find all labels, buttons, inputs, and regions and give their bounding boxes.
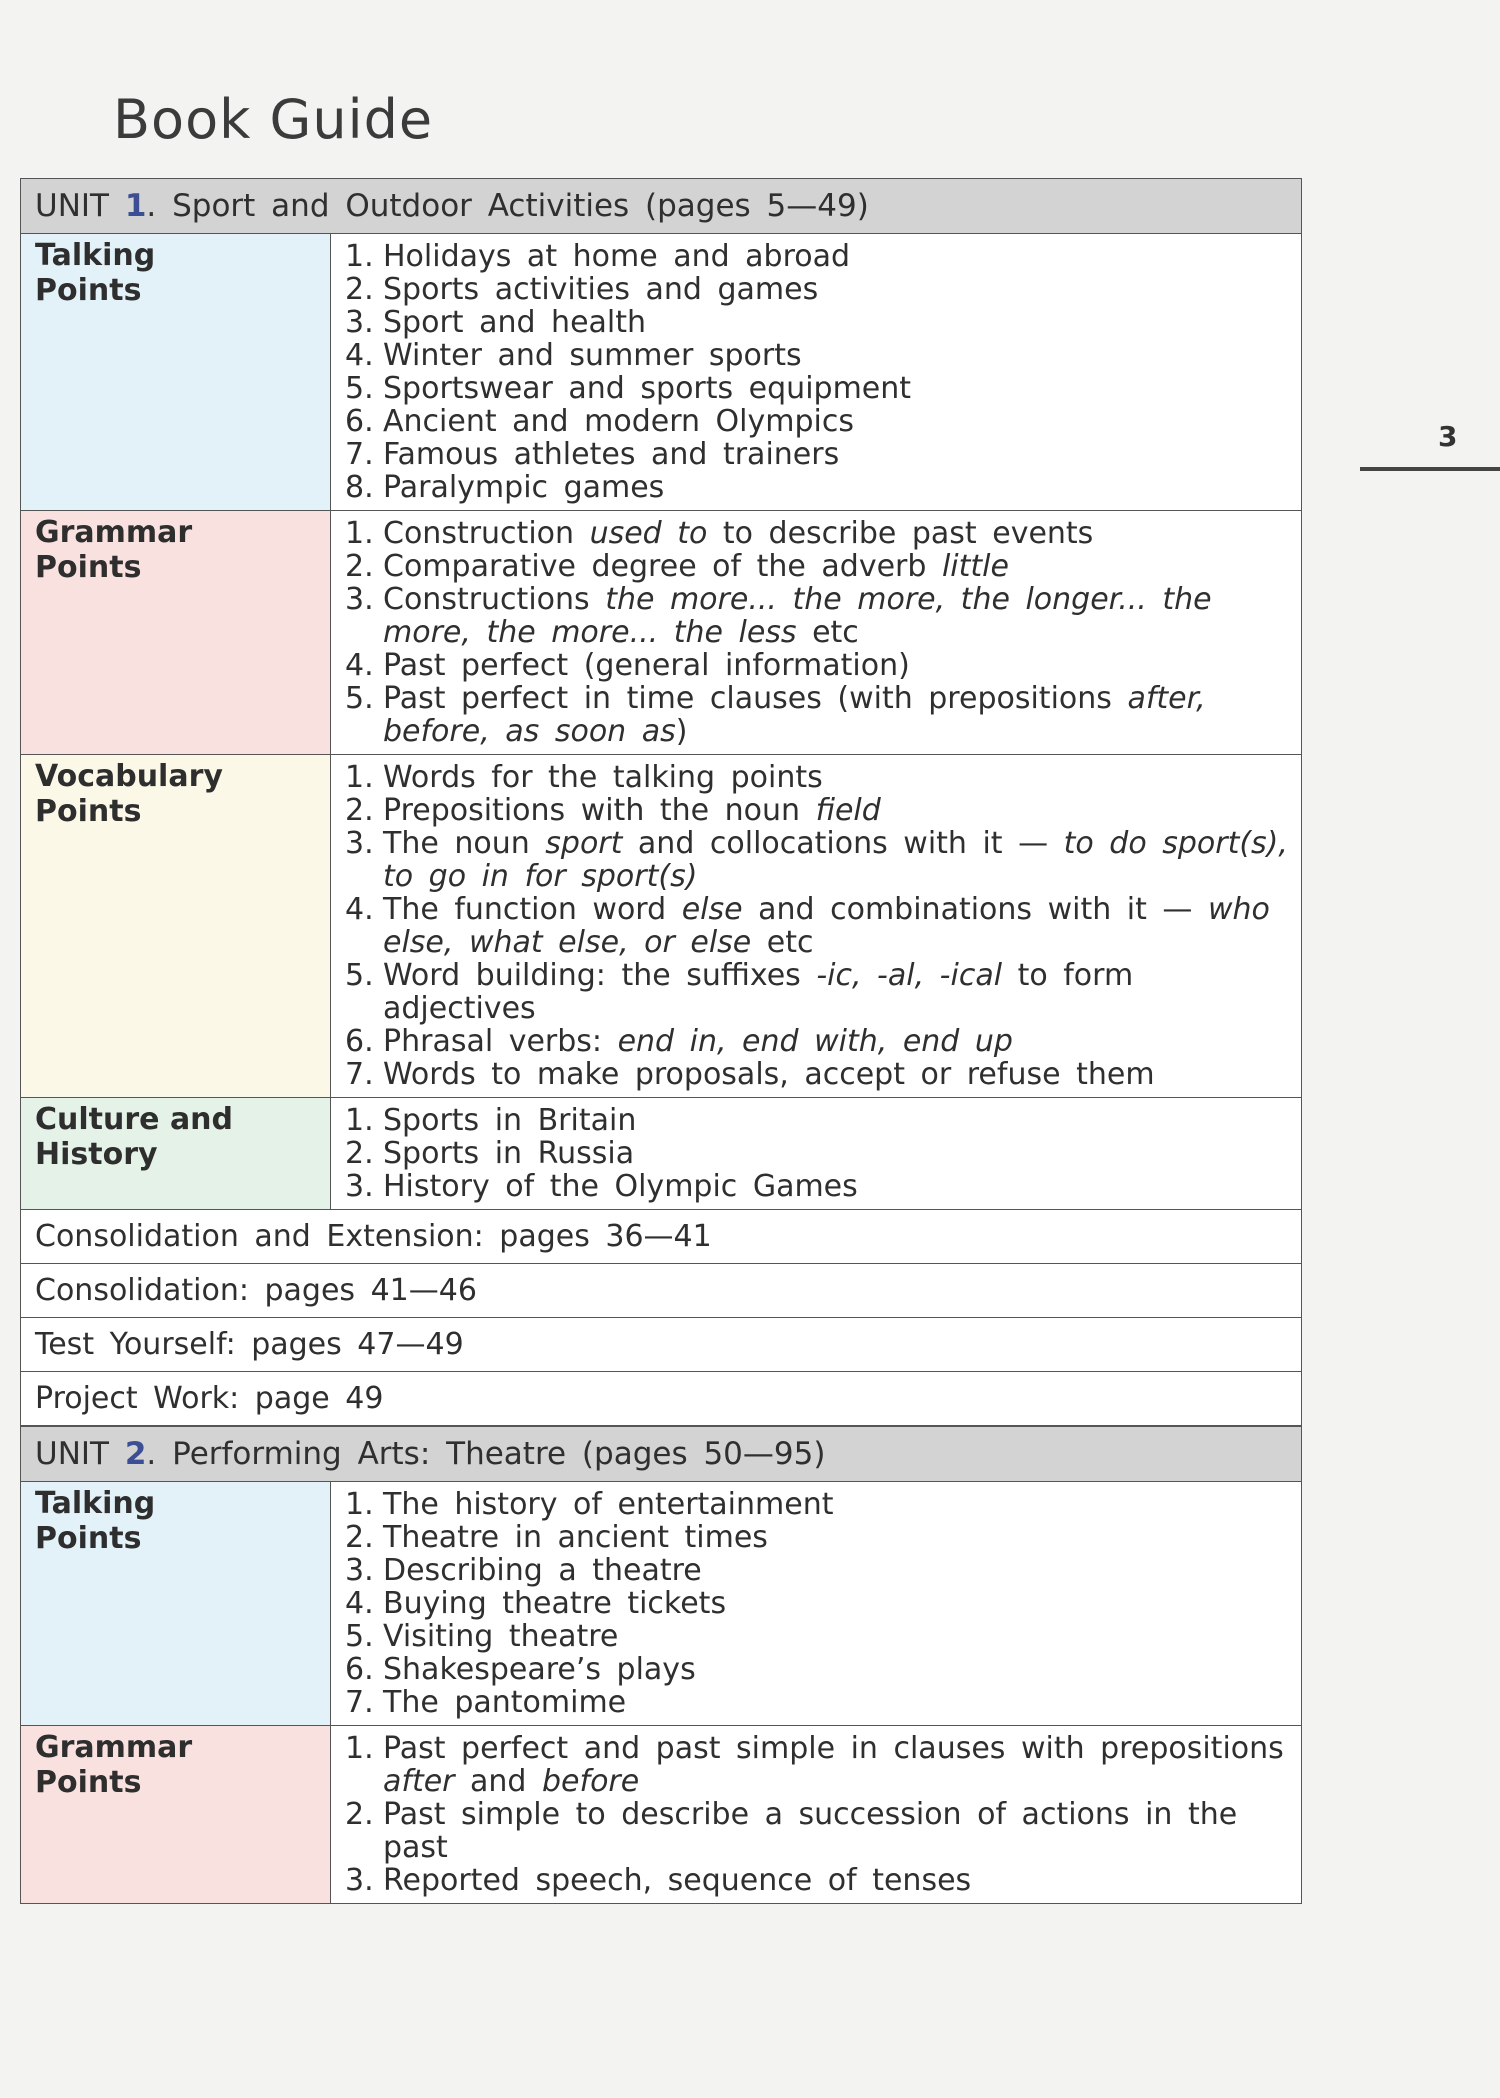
item-text	[383, 682, 1301, 748]
unit-number: 2	[124, 1436, 147, 1472]
item-text	[383, 1521, 833, 1554]
item-text	[383, 306, 911, 339]
list-item	[345, 372, 911, 405]
text-segment: The history of entertainment	[383, 1487, 834, 1522]
item-number: 1.	[345, 516, 374, 551]
text-segment: and collocations with it —	[622, 826, 1064, 861]
item-text	[383, 1587, 833, 1620]
page-number: 3	[1438, 420, 1458, 453]
list-item	[345, 959, 1301, 1025]
list-item	[345, 1653, 833, 1686]
text-segment: Prepositions with the noun	[383, 793, 816, 828]
text-segment: History of the Olympic Games	[383, 1169, 858, 1204]
text-segment: Phrasal verbs:	[383, 1024, 618, 1059]
unit-title: . Performing Arts: Theatre (pages 50—95)	[146, 1436, 826, 1472]
item-text	[383, 1137, 858, 1170]
item-number: 7.	[345, 1685, 374, 1720]
list-item	[345, 306, 911, 339]
list-item	[345, 240, 911, 273]
text-segment: etc	[796, 615, 859, 650]
list-item	[345, 517, 1301, 550]
list-item	[345, 1170, 858, 1203]
item-text	[383, 1732, 1301, 1798]
text-segment: and combinations with it —	[742, 892, 1208, 927]
item-text	[383, 1653, 833, 1686]
item-text	[383, 1686, 833, 1719]
text-segment: Word building: the suffixes	[383, 958, 817, 993]
item-text	[383, 550, 1301, 583]
section-row	[21, 234, 1301, 511]
text-segment: Buying theatre tickets	[383, 1586, 727, 1621]
item-text	[383, 471, 911, 504]
item-number: 1.	[345, 239, 374, 274]
section-label: Grammar Points	[21, 1726, 331, 1903]
unit-label: UNIT	[35, 1436, 125, 1472]
section-label: Culture and History	[21, 1098, 331, 1209]
item-number: 6.	[345, 404, 374, 439]
text-segment: to form adjectives	[383, 958, 1134, 1026]
item-number: 4.	[345, 648, 374, 683]
unit-block	[20, 178, 1302, 1426]
item-number: 1.	[345, 760, 374, 795]
text-segment: Construction	[383, 516, 590, 551]
item-number: 5.	[345, 1619, 374, 1654]
italic-term: sport	[545, 826, 623, 861]
item-text	[383, 1058, 1301, 1091]
item-number: 5.	[345, 371, 374, 406]
italic-term: used to	[589, 516, 708, 551]
list-item	[345, 1686, 833, 1719]
text-segment: Visiting theatre	[383, 1619, 619, 1654]
unit-header	[21, 179, 1301, 234]
text-segment: Theatre in ancient times	[383, 1520, 768, 1555]
item-text	[383, 1620, 833, 1653]
item-number: 7.	[345, 1057, 374, 1092]
italic-term: -ic, -al, -ical	[816, 958, 1003, 993]
item-number: 2.	[345, 549, 374, 584]
text-segment: Comparative degree of the adverb	[383, 549, 942, 584]
section-label: Vocabulary Points	[21, 755, 331, 1097]
item-text	[383, 405, 911, 438]
text-segment: Famous athletes and trainers	[383, 437, 840, 472]
section-items	[331, 234, 911, 510]
item-text	[383, 827, 1301, 893]
item-number: 2.	[345, 1136, 374, 1171]
section-row	[21, 755, 1301, 1098]
text-segment: Past perfect (general information)	[383, 648, 910, 683]
item-number: 2.	[345, 1797, 374, 1832]
item-text	[383, 794, 1301, 827]
item-text	[383, 1798, 1301, 1864]
unit-number: 1	[124, 188, 147, 224]
item-number: 7.	[345, 437, 374, 472]
item-number: 4.	[345, 892, 374, 927]
text-segment: Sports in Russia	[383, 1136, 635, 1171]
text-segment: The function word	[383, 892, 682, 927]
item-number: 4.	[345, 1586, 374, 1621]
list-item	[345, 1798, 1301, 1864]
list-item	[345, 893, 1301, 959]
unit-header	[21, 1427, 1301, 1482]
item-text	[383, 339, 911, 372]
item-text	[383, 438, 911, 471]
text-segment: Words to make proposals, accept or refuse them	[383, 1057, 1155, 1092]
item-number: 3.	[345, 826, 374, 861]
extra-row: Test Yourself: pages 47—49	[21, 1318, 1301, 1372]
italic-term: who else, what else, or else	[383, 892, 1270, 960]
item-number: 4.	[345, 338, 374, 373]
item-text	[383, 517, 1301, 550]
book-guide-table	[20, 178, 1302, 1904]
item-text	[383, 1864, 1301, 1897]
text-segment: Sports in Britain	[383, 1103, 637, 1138]
item-number: 2.	[345, 1520, 374, 1555]
text-segment: Describing a theatre	[383, 1553, 702, 1588]
list-item	[345, 1521, 833, 1554]
item-text	[383, 1488, 833, 1521]
item-text	[383, 372, 911, 405]
list-item	[345, 761, 1301, 794]
list-item	[345, 1732, 1301, 1798]
text-segment: )	[675, 714, 688, 749]
list-item	[345, 1587, 833, 1620]
extra-row: Consolidation: pages 41—46	[21, 1264, 1301, 1318]
item-text	[383, 240, 911, 273]
item-number: 8.	[345, 470, 374, 505]
item-number: 6.	[345, 1652, 374, 1687]
item-text	[383, 959, 1301, 1025]
text-segment: Shakespeare’s plays	[383, 1652, 696, 1687]
italic-term: to do sport(s), to go in for sport(s)	[383, 826, 1288, 894]
item-number: 1.	[345, 1731, 374, 1766]
italic-term: end in, end with, end up	[617, 1024, 1013, 1059]
list-item	[345, 649, 1301, 682]
item-text	[383, 649, 1301, 682]
section-label: Talking Points	[21, 234, 331, 510]
section-items	[331, 755, 1301, 1097]
item-number: 5.	[345, 681, 374, 716]
section-row	[21, 1482, 1301, 1726]
text-segment: Words for the talking points	[383, 760, 823, 795]
extra-row: Consolidation and Extension: pages 36—41	[21, 1210, 1301, 1264]
item-text	[383, 273, 911, 306]
page-number-rule	[1360, 467, 1500, 471]
text-segment: Past perfect in time clauses (with prepositions	[383, 681, 1128, 716]
text-segment: The pantomime	[383, 1685, 627, 1720]
italic-term: after, before, as soon as	[383, 681, 1206, 749]
section-label: Grammar Points	[21, 511, 331, 754]
item-text	[383, 583, 1301, 649]
text-segment: Constructions	[383, 582, 606, 617]
list-item	[345, 1058, 1301, 1091]
list-item	[345, 1488, 833, 1521]
italic-term: the more... the more, the longer... the more, the more... the less	[383, 582, 1212, 650]
list-item	[345, 1554, 833, 1587]
list-item	[345, 1620, 833, 1653]
list-item	[345, 405, 911, 438]
page-title: Book Guide	[113, 88, 434, 151]
list-item	[345, 1104, 858, 1137]
text-segment: Winter and summer sports	[383, 338, 802, 373]
list-item	[345, 471, 911, 504]
italic-term: field	[815, 793, 881, 828]
text-segment: Holidays at home and abroad	[383, 239, 851, 274]
section-row	[21, 1726, 1301, 1904]
list-item	[345, 794, 1301, 827]
item-number: 3.	[345, 1169, 374, 1204]
item-number: 1.	[345, 1487, 374, 1522]
section-label: Talking Points	[21, 1482, 331, 1725]
text-segment: Reported speech, sequence of tenses	[383, 1863, 972, 1898]
section-row	[21, 511, 1301, 755]
text-segment: Sportswear and sports equipment	[383, 371, 912, 406]
italic-term: else	[681, 892, 743, 927]
unit-label: UNIT	[35, 188, 125, 224]
text-segment: and	[454, 1764, 543, 1799]
extra-row: Project Work: page 49	[21, 1372, 1301, 1426]
item-number: 3.	[345, 305, 374, 340]
item-number: 6.	[345, 1024, 374, 1059]
text-segment: Sports activities and games	[383, 272, 819, 307]
item-number: 2.	[345, 793, 374, 828]
section-items	[331, 1482, 833, 1725]
list-item	[345, 550, 1301, 583]
item-text	[383, 1170, 858, 1203]
item-number: 5.	[345, 958, 374, 993]
list-item	[345, 1025, 1301, 1058]
list-item	[345, 273, 911, 306]
item-text	[383, 893, 1301, 959]
section-items	[331, 1098, 858, 1209]
item-number: 3.	[345, 1553, 374, 1588]
item-number: 3.	[345, 1863, 374, 1898]
text-segment: The noun	[383, 826, 546, 861]
list-item	[345, 1864, 1301, 1897]
item-number: 2.	[345, 272, 374, 307]
text-segment: Past perfect and past simple in clauses with prepositions	[383, 1731, 1284, 1766]
text-segment: Ancient and modern Olympics	[383, 404, 854, 439]
list-item	[345, 438, 911, 471]
list-item	[345, 583, 1301, 649]
item-number: 1.	[345, 1103, 374, 1138]
unit-title: . Sport and Outdoor Activities (pages 5—49)	[146, 188, 869, 224]
list-item	[345, 339, 911, 372]
text-segment: Paralympic games	[383, 470, 665, 505]
list-item	[345, 827, 1301, 893]
list-item	[345, 1137, 858, 1170]
italic-term: after	[383, 1764, 455, 1799]
text-segment: Sport and health	[383, 305, 647, 340]
italic-term: little	[941, 549, 1009, 584]
section-items	[331, 511, 1301, 754]
text-segment: to describe past events	[707, 516, 1094, 551]
unit-block	[20, 1426, 1302, 1904]
list-item	[345, 682, 1301, 748]
item-text	[383, 1104, 858, 1137]
section-items	[331, 1726, 1301, 1903]
item-text	[383, 1554, 833, 1587]
italic-term: before	[542, 1764, 640, 1799]
section-row	[21, 1098, 1301, 1210]
text-segment: Past simple to describe a succession of actions in the past	[383, 1797, 1238, 1865]
item-number: 3.	[345, 582, 374, 617]
item-text	[383, 1025, 1301, 1058]
item-text	[383, 761, 1301, 794]
text-segment: etc	[751, 925, 814, 960]
